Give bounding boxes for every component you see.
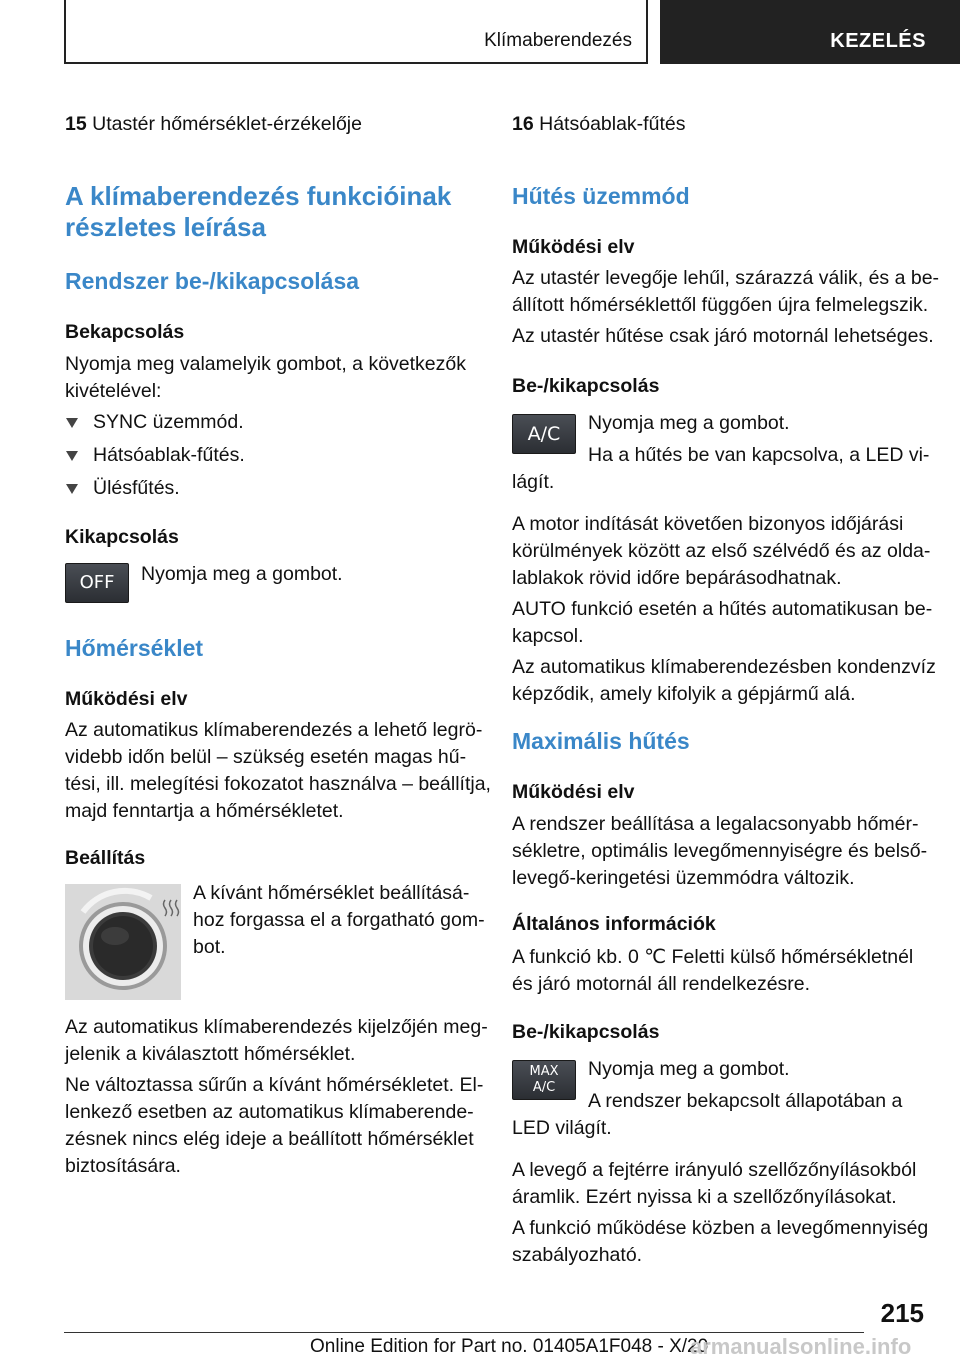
subheading-setting: Beállítás: [65, 847, 146, 869]
rotary-knob-icon: [65, 884, 181, 1000]
max-ac-button-label-bottom: A/C: [532, 1080, 556, 1095]
legend-text: Hátsóablak-fűtés: [539, 113, 686, 135]
subheading-off: Kikapcsolás: [65, 526, 179, 548]
paragraph-line: biztosítására.: [65, 1155, 181, 1177]
bullet-triangle-icon: [66, 451, 78, 461]
paragraph-line: A levegő a fejtérre irányuló szellőzőnyílásokból: [512, 1159, 917, 1181]
bullet-item: SYNC üzemmód.: [93, 411, 244, 433]
header-chapter-title: KEZELÉS: [830, 30, 926, 52]
header-section-box: [64, 0, 648, 64]
off-button-label: OFF: [79, 572, 115, 593]
legend-text: Utastér hőmérséklet-érzékelője: [92, 113, 362, 135]
paragraph-line: áramlik. Ezért nyissa ki a szellőzőnyílásokat.: [512, 1186, 897, 1208]
paragraph-line: hoz forgassa el a forgatható gom-: [193, 909, 485, 931]
paragraph-line: A funkció működése közben a levegőmennyiség: [512, 1217, 929, 1239]
subheading-on-off: Be-/kikapcsolás: [512, 1021, 660, 1043]
paragraph-line: jelenik a kiválasztott hőmérséklet.: [65, 1043, 356, 1065]
bullet-item: Hátsóablak-fűtés.: [93, 444, 245, 466]
section-heading-cooling: Hűtés üzemmód: [512, 183, 690, 209]
paragraph-line: Nyomja meg a gombot.: [588, 412, 790, 434]
watermark: armanualsonline.info: [690, 1334, 912, 1359]
paragraph-line: A rendszer beállítása a legalacsonyabb hőmér-: [512, 813, 919, 835]
max-ac-button-image: [512, 1060, 576, 1100]
temperature-knob-image: [65, 884, 181, 1000]
legend-number: 16: [512, 113, 534, 135]
paragraph-line: A kívánt hőmérséklet beállításá-: [193, 882, 470, 904]
ac-button-image: [512, 414, 576, 454]
paragraph-line: tési, ill. melegítési fokozatot használva – beállítja,: [65, 773, 491, 795]
paragraph-line: kivételével:: [65, 380, 162, 402]
paragraph-line: Nyomja meg a gombot.: [141, 563, 343, 585]
bullet-item: Ülésfűtés.: [93, 477, 180, 499]
paragraph-line: A rendszer bekapcsolt állapotában a: [588, 1090, 903, 1112]
paragraph-line: körülmények között az első szélvédő és az olda-: [512, 540, 931, 562]
legend-item-16: [512, 111, 685, 137]
paragraph-line: sékletre, optimális levegőmennyiségre és belső-: [512, 840, 928, 862]
paragraph-line: Nyomja meg valamelyik gombot, a következők: [65, 353, 466, 375]
paragraph-line: kapcsol.: [512, 625, 584, 647]
paragraph-line: Nyomja meg a gombot.: [588, 1058, 790, 1080]
max-ac-button-label-top: MAX: [529, 1064, 559, 1079]
page-number: 215: [880, 1298, 924, 1328]
subheading-on: Bekapcsolás: [65, 321, 185, 343]
paragraph-line: A motor indítását követően bizonyos időjárási: [512, 513, 904, 535]
legend-number: 15: [65, 113, 87, 135]
ac-button-label: A/C: [527, 423, 561, 445]
paragraph-line: Az automatikus klímaberendezésben kondenzvíz: [512, 656, 936, 678]
section-heading-max-cooling: Maximális hűtés: [512, 728, 690, 754]
paragraph-line: majd fenntartja a hőmérsékletet.: [65, 800, 344, 822]
paragraph-line: állított hőmérséklettől függően újra felmelegszik.: [512, 294, 929, 316]
paragraph-line: AUTO funkció esetén a hűtés automatikusan be-: [512, 598, 933, 620]
paragraph-line: bot.: [193, 936, 226, 958]
section-heading-system: Rendszer be-/kikapcsolása: [65, 268, 360, 294]
paragraph-line: Az utastér hűtése csak járó motornál lehetséges.: [512, 325, 934, 347]
footer-divider: [64, 1332, 864, 1333]
paragraph-line: LED világít.: [512, 1117, 612, 1139]
subheading-general-info: Általános információk: [512, 913, 716, 935]
subheading-principle: Működési elv: [512, 781, 635, 803]
paragraph-line: videbb időn belül – szükség esetén magas hű-: [65, 746, 467, 768]
subheading-principle: Működési elv: [65, 688, 188, 710]
main-heading-line-2: részletes leírása: [65, 212, 266, 242]
bullet-triangle-icon: [66, 418, 78, 428]
paragraph-line: Ne változtassa sűrűn a kívánt hőmérsékletet. El-: [65, 1074, 484, 1096]
paragraph-line: szabályozható.: [512, 1244, 643, 1266]
subheading-principle: Működési elv: [512, 236, 635, 258]
footer-edition: Online Edition for Part no. 01405A1F048 - X/20: [310, 1336, 709, 1357]
paragraph-line: A funkció kb. 0 ℃ Feletti külső hőmérsékletnél: [512, 946, 914, 968]
paragraph-line: lablakok rövid időre bepárásodhatnak.: [512, 567, 842, 589]
paragraph-line: és járó motornál áll rendelkezésre.: [512, 973, 811, 995]
paragraph-line: zésnek nincs elég ideje a beállított hőmérséklet: [65, 1128, 474, 1150]
paragraph-line: Az utastér levegője lehűl, szárazzá válik, és a be-: [512, 267, 940, 289]
off-button-image: [65, 563, 129, 603]
header-chapter-box: [660, 0, 960, 64]
paragraph-line: lenkező esetben az automatikus klímaberende-: [65, 1101, 474, 1123]
paragraph-line: Az automatikus klímaberendezés a lehető legrö-: [65, 719, 483, 741]
paragraph-line: levegő-keringetési üzemmódra változik.: [512, 867, 855, 889]
paragraph-line: képződik, amely kifolyik a gépjármű alá.: [512, 683, 856, 705]
section-heading-temperature: Hőmérséklet: [65, 635, 204, 661]
main-heading-line-1: A klímaberendezés funkcióinak: [65, 181, 452, 211]
header-section-title: Klímaberendezés: [484, 30, 632, 51]
subheading-on-off: Be-/kikapcsolás: [512, 375, 660, 397]
paragraph-line: Ha a hűtés be van kapcsolva, a LED vi-: [588, 444, 930, 466]
paragraph-line: Az automatikus klímaberendezés kijelzőjén meg-: [65, 1016, 488, 1038]
bullet-triangle-icon: [66, 484, 78, 494]
paragraph-line: lágít.: [512, 471, 555, 493]
legend-item-15: [65, 111, 362, 137]
